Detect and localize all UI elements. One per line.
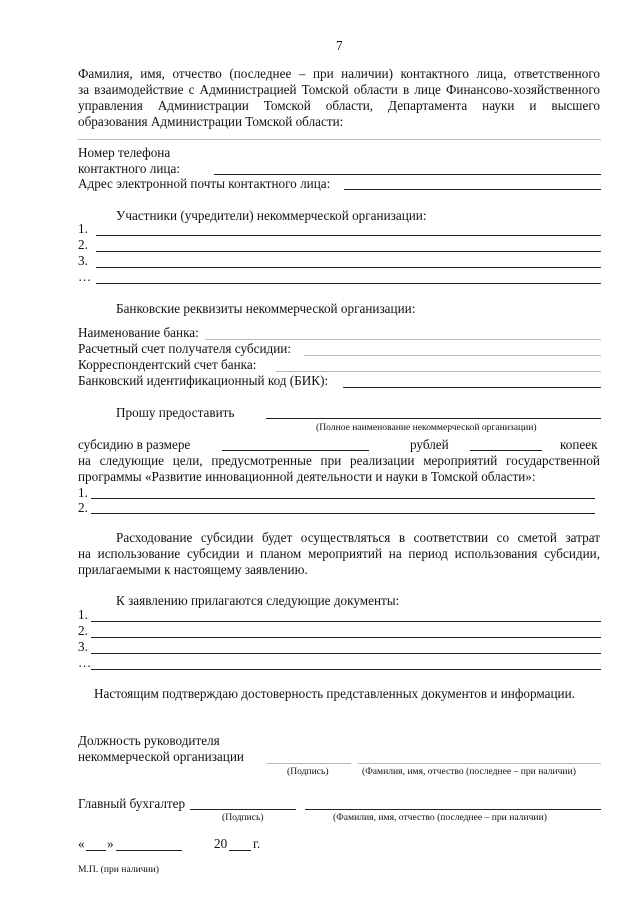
purpose-item-number: 2.: [78, 500, 88, 515]
year-field[interactable]: [229, 850, 251, 851]
accountant-signature-field[interactable]: [190, 809, 296, 810]
email-field[interactable]: [344, 189, 601, 190]
documents-heading: К заявлению прилагаются следующие документы:: [116, 593, 400, 608]
phone-label-line-1: Номер телефона: [78, 145, 171, 160]
contact-name-field[interactable]: [78, 139, 601, 140]
year-prefix: 20: [214, 836, 228, 851]
founder-item-number: 1.: [78, 221, 88, 236]
founder-field-4[interactable]: [96, 283, 601, 284]
purpose-item-number: 1.: [78, 485, 88, 500]
head-name-field[interactable]: [358, 763, 601, 764]
spending-line-3: прилагаемыми к настоящему заявлению.: [78, 562, 308, 577]
account-label: Расчетный счет получателя субсидии:: [78, 341, 291, 356]
accountant-signature-caption: (Подпись): [222, 812, 264, 823]
founders-heading: Участники (учредители) некоммерческой организации:: [116, 208, 427, 223]
bank-heading: Банковские реквизиты некоммерческой организации:: [116, 301, 416, 316]
page-number: 7: [336, 38, 343, 53]
head-position-label-1: Должность руководителя: [78, 733, 220, 748]
email-label: Адрес электронной почты контактного лица:: [78, 176, 331, 191]
org-name-caption: (Полное наименование некоммерческой организации): [316, 422, 537, 433]
purpose-field-2[interactable]: [91, 513, 595, 514]
contact-heading-line-2: за взаимодействие с Администрацией Томской области в лице Финансово-хозяйственного: [78, 82, 600, 97]
spending-line-2: на использование субсидии и планом мероприятий на период использования субсидии,: [78, 546, 600, 561]
corr-account-field[interactable]: [276, 371, 601, 372]
founder-item-number: 2.: [78, 237, 88, 252]
head-position-label-2: некоммерческой организации: [78, 749, 244, 764]
document-item-number: 3.: [78, 639, 88, 654]
bik-label: Банковский идентификационный код (БИК):: [78, 373, 329, 388]
purpose-field-1[interactable]: [91, 498, 595, 499]
founder-item-number: …: [78, 269, 92, 284]
subsidy-amount-field[interactable]: [222, 450, 369, 451]
accountant-label: Главный бухгалтер: [78, 796, 186, 811]
bank-name-field[interactable]: [205, 339, 601, 340]
founder-item-number: 3.: [78, 253, 88, 268]
document-item-number: …: [78, 655, 92, 670]
head-signature-caption: (Подпись): [287, 766, 329, 777]
year-suffix: г.: [253, 836, 261, 851]
accountant-name-field[interactable]: [305, 809, 601, 810]
founder-field-1[interactable]: [96, 235, 601, 236]
account-field[interactable]: [304, 355, 601, 356]
confirmation-text: Настоящим подтверждаю достоверность представленных документов и информации.: [94, 686, 575, 701]
date-close-quote: »: [107, 836, 114, 851]
founder-field-2[interactable]: [96, 251, 601, 252]
document-field-3[interactable]: [91, 653, 601, 654]
kopecks-label: копеек: [560, 437, 598, 452]
request-label: Прошу предоставить: [116, 405, 235, 420]
head-signature-field[interactable]: [266, 763, 351, 764]
contact-heading-line-3: управления Администрации Томской области, Департамента науки и высшего: [78, 98, 600, 113]
founder-field-3[interactable]: [96, 267, 601, 268]
kopecks-field[interactable]: [470, 450, 542, 451]
stamp-note: М.П. (при наличии): [78, 864, 159, 875]
subsidy-label: субсидию в размере: [78, 437, 191, 452]
phone-label-line-2: контактного лица:: [78, 161, 180, 176]
bank-name-label: Наименование банка:: [78, 325, 199, 340]
date-day-field[interactable]: [86, 850, 106, 851]
document-item-number: 2.: [78, 623, 88, 638]
contact-heading-line-1: Фамилия, имя, отчество (последнее – при наличии) контактного лица, ответственного: [78, 66, 600, 81]
purpose-line-1: на следующие цели, предусмотренные при реализации мероприятий государственной: [78, 453, 600, 468]
accountant-name-caption: (Фамилия, имя, отчество (последнее – при наличии): [333, 812, 547, 823]
spending-line-1: Расходование субсидии будет осуществляться в соответствии со сметой затрат: [116, 530, 600, 545]
contact-heading-line-4: образования Администрации Томской области:: [78, 114, 344, 129]
org-name-field[interactable]: [266, 418, 601, 419]
date-open-quote: «: [78, 836, 85, 851]
head-name-caption: (Фамилия, имя, отчество (последнее – при наличии): [362, 766, 576, 777]
corr-account-label: Корреспондентский счет банка:: [78, 357, 257, 372]
document-field-4[interactable]: [91, 669, 601, 670]
document-item-number: 1.: [78, 607, 88, 622]
document-field-1[interactable]: [91, 621, 601, 622]
rubles-label: рублей: [410, 437, 449, 452]
date-month-field[interactable]: [116, 850, 182, 851]
purpose-line-2: программы «Развитие инновационной деятельности и науки в Томской области»:: [78, 469, 536, 484]
document-field-2[interactable]: [91, 637, 601, 638]
bik-field[interactable]: [343, 387, 601, 388]
phone-field[interactable]: [214, 174, 601, 175]
